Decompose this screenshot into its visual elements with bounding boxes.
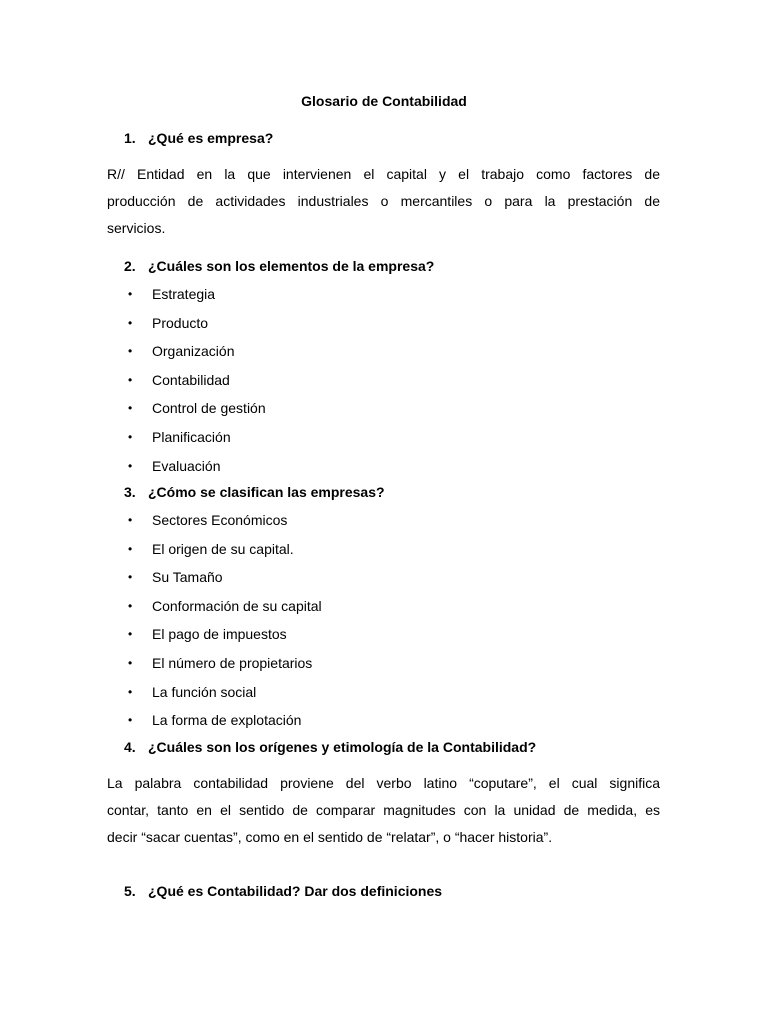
answer-line: servicios. [107, 220, 166, 236]
bullet-icon: • [128, 287, 133, 301]
question-1 [124, 129, 273, 147]
bullet-icon: • [128, 513, 133, 527]
question-text: ¿Qué es empresa? [148, 130, 274, 146]
list-item-text: Sectores Económicos [152, 512, 288, 528]
question-text: ¿Qué es Contabilidad? Dar dos definiciones [148, 883, 443, 899]
bullet-icon: • [128, 684, 133, 699]
bullet-icon: • [128, 315, 133, 330]
question-number: 3. [124, 484, 136, 500]
bullet-icon: • [128, 541, 133, 556]
bullet-icon: • [128, 458, 133, 473]
bullet-icon: • [128, 372, 133, 387]
list-item-text: La función social [152, 683, 257, 700]
question-number: 1. [124, 130, 136, 146]
list-item-text: Control de gestión [152, 400, 266, 417]
bullet-icon: • [128, 344, 133, 359]
list-item-text: Estrategia [152, 286, 216, 302]
answer-1 [107, 161, 660, 242]
list-item-text: Conformación de su capital [152, 597, 322, 614]
bullet-icon: • [128, 570, 133, 585]
list-item-text: El origen de su capital. [152, 540, 294, 557]
question-number: 4. [124, 739, 136, 755]
question-5 [124, 882, 442, 900]
list-item-text: El pago de impuestos [152, 626, 287, 643]
question-number: 2. [124, 258, 136, 274]
question-text: ¿Cuáles son los elementos de la empresa? [148, 258, 435, 274]
bullet-icon: • [128, 627, 133, 642]
bullet-icon: • [128, 401, 133, 416]
list-item-text: Organización [152, 343, 235, 360]
question-text: ¿Cuáles son los orígenes y etimología de la Contabilidad? [148, 739, 537, 755]
list-item-text: Evaluación [152, 457, 221, 474]
answer-line: R// Entidad en la que intervienen el capital y el trabajo como factores de [107, 166, 660, 182]
bullet-icon: • [128, 713, 133, 728]
question-2 [124, 257, 434, 275]
bullet-icon: • [128, 429, 133, 444]
question-3 [124, 483, 385, 501]
bullet-icon: • [128, 655, 133, 670]
list-item-text: Planificación [152, 428, 231, 445]
question-text: ¿Cómo se clasifican las empresas? [148, 484, 385, 500]
answer-4 [107, 770, 660, 851]
question-number: 5. [124, 883, 136, 899]
answer-line: La palabra contabilidad proviene del verbo latino “coputare”, el cual significa [107, 775, 660, 791]
list-item-text: Su Tamaño [152, 569, 223, 586]
list-item-text: Contabilidad [152, 371, 230, 388]
list-item-text: El número de propietarios [152, 654, 313, 671]
answer-line: decir “sacar cuentas”, como en el sentido de “relatar”, o “hacer historia”. [107, 829, 553, 845]
list-item-text: La forma de explotación [152, 712, 302, 729]
list-item-text: Producto [152, 314, 209, 331]
answer-line: producción de actividades industriales o mercantiles o para la prestación de [107, 193, 660, 209]
bullet-icon: • [128, 598, 133, 613]
question-4 [124, 738, 536, 756]
document-title: Glosario de Contabilidad [301, 93, 467, 109]
answer-line: contar, tanto en el sentido de comparar magnitudes con la unidad de medida, es [107, 802, 660, 818]
